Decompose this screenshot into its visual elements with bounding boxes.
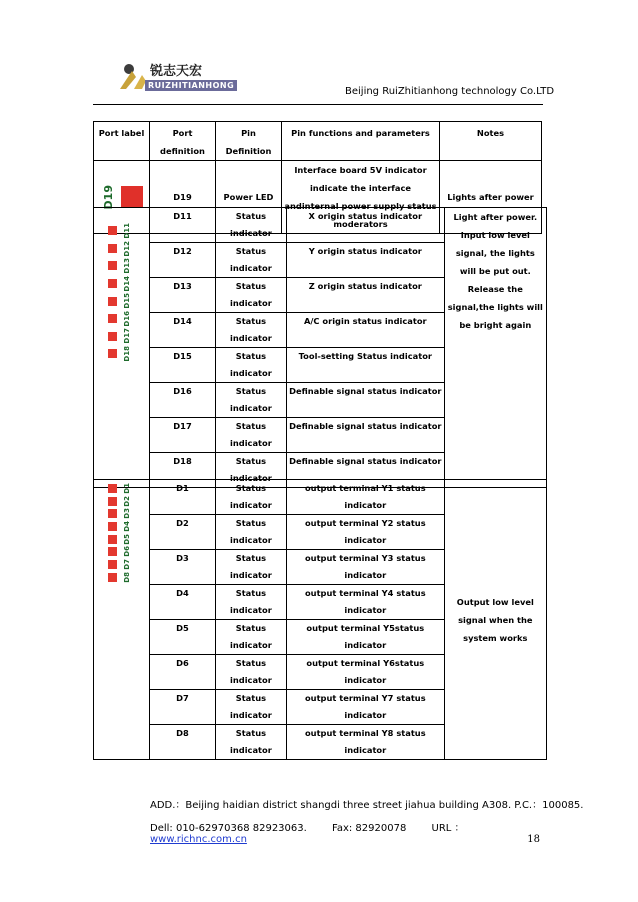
- led-label: D8: [122, 571, 131, 583]
- table-row: [94, 480, 547, 515]
- table-header-row: [94, 122, 542, 161]
- table-cell-port: D3: [150, 550, 216, 585]
- led-indicator: [108, 258, 136, 274]
- table-cell-port: D4: [150, 585, 216, 620]
- table-cell-port: D2: [150, 515, 216, 550]
- group2-notes: Output low level signal when the system works: [444, 480, 546, 760]
- led-label: D13: [122, 258, 131, 274]
- table-cell-pin: Status indicator: [216, 725, 287, 760]
- table-cell-pin: Status indicator: [216, 383, 287, 418]
- company-name: Beijing RuiZhitianhong technology Co.LTD: [345, 86, 555, 97]
- led-icon: [108, 509, 117, 518]
- led-icon: [108, 244, 117, 253]
- group2-image-cell: [94, 480, 150, 760]
- led-icon: [108, 226, 117, 235]
- led-icon: [108, 522, 117, 531]
- table-cell-function: output terminal Y1 status indicator: [286, 480, 444, 515]
- table-cell-port: D7: [150, 690, 216, 725]
- led-label: D17: [122, 328, 131, 344]
- table-cell-function: output terminal Y6status indicator: [286, 655, 444, 690]
- led-indicator: [108, 496, 136, 507]
- d19-image-label: D19: [102, 184, 115, 210]
- table-cell-function: output terminal Y3 status indicator: [286, 550, 444, 585]
- table-cell-function: Definable signal status indicator: [286, 383, 444, 418]
- table-cell-function: Tool-setting Status indicator: [286, 348, 444, 383]
- led-icon: [121, 186, 143, 208]
- led-indicator: [108, 521, 136, 532]
- led-indicator: [108, 483, 136, 494]
- logo-chinese-text: 锐志天宏: [150, 64, 203, 79]
- table-cell-function: output terminal Y8 status indicator: [286, 725, 444, 760]
- table-cell-function: output terminal Y4 status indicator: [286, 585, 444, 620]
- logo-english-text: RUIZHITIANHONG: [145, 80, 237, 91]
- led-label: D2: [122, 495, 131, 507]
- led-indicator: [108, 559, 136, 570]
- table-cell-pin: Status indicator: [216, 515, 287, 550]
- table-cell: Interface board 5V indicator indicate the interface andinternal power supply status moderators: [282, 161, 440, 234]
- footer-contact: [150, 819, 540, 845]
- table-cell: Lights after power: [440, 161, 542, 234]
- table-cell-port: D5: [150, 620, 216, 655]
- table-cell-pin: Status indicator: [216, 278, 287, 313]
- footer-url-link[interactable]: www.richnc.com.cn: [150, 834, 247, 845]
- header-pin-definition: Pin Definition: [216, 122, 282, 161]
- led-indicator: [108, 534, 136, 545]
- table-cell-pin: Status indicator: [216, 313, 287, 348]
- led-label: D3: [122, 508, 131, 520]
- led-indicator: [108, 293, 136, 309]
- led-label: D11: [122, 223, 131, 239]
- led-icon: [108, 535, 117, 544]
- led-indicator: [108, 276, 136, 292]
- led-indicator: [108, 572, 136, 583]
- table-cell-port: D8: [150, 725, 216, 760]
- table-cell-pin: Status indicator: [216, 550, 287, 585]
- table-cell-pin: Status indicator: [216, 453, 287, 488]
- table-cell-port: D13: [150, 278, 216, 313]
- group2-led-image: [96, 480, 147, 584]
- header-notes: Notes: [440, 122, 542, 161]
- page-number: 18: [527, 834, 540, 845]
- table-cell-port: D11: [150, 208, 216, 243]
- table-cell: Power LED: [216, 161, 282, 234]
- table-cell-function: Y origin status indicator: [286, 243, 444, 278]
- table-cell-port: D15: [150, 348, 216, 383]
- led-icon: [108, 332, 117, 341]
- table-cell-pin: Status indicator: [216, 690, 287, 725]
- led-label: D18: [122, 345, 131, 362]
- table-cell-pin: Status indicator: [216, 585, 287, 620]
- led-icon: [108, 349, 117, 358]
- led-icon: [108, 484, 117, 493]
- led-label: D6: [122, 546, 131, 558]
- led-icon: [108, 560, 117, 569]
- table-cell-port: D17: [150, 418, 216, 453]
- led-label: D12: [122, 240, 131, 257]
- table-cell-port: D6: [150, 655, 216, 690]
- group2-table: [93, 479, 547, 760]
- group1-table: [93, 207, 547, 488]
- table-cell-pin: Status indicator: [216, 655, 287, 690]
- led-label: D15: [122, 293, 131, 309]
- table-cell-pin: Status indicator: [216, 480, 287, 515]
- led-icon: [108, 497, 117, 506]
- table-cell-port: D18: [150, 453, 216, 488]
- footer-fax: Fax: 82920078: [332, 823, 407, 834]
- footer-url-label: URL ：: [431, 823, 465, 834]
- table-cell-pin: Status indicator: [216, 620, 287, 655]
- footer-address: ADD.：Beijing haidian district shangdi three street jiahua building A308. P.C.：100085.: [150, 800, 584, 811]
- led-icon: [108, 314, 117, 323]
- table-cell-port: D1: [150, 480, 216, 515]
- footer-tel: Dell: 010-62970368 82923063.: [150, 823, 307, 834]
- led-indicator: [108, 546, 136, 557]
- led-label: D16: [122, 310, 131, 327]
- table-cell-pin: Status indicator: [216, 208, 287, 243]
- table-row: [94, 208, 547, 243]
- table-cell-port: D14: [150, 313, 216, 348]
- group1-image-cell: [94, 208, 150, 488]
- table-cell-function: A/C origin status indicator: [286, 313, 444, 348]
- led-indicator: [108, 346, 136, 362]
- table-cell-function: Definable signal status indicator: [286, 418, 444, 453]
- table-cell-port: D16: [150, 383, 216, 418]
- led-icon: [108, 573, 117, 582]
- header-port-label: Port label: [94, 122, 150, 161]
- led-label: D14: [122, 275, 131, 292]
- table-cell-function: output terminal Y7 status indicator: [286, 690, 444, 725]
- led-icon: [108, 261, 117, 270]
- led-indicator: [108, 223, 136, 239]
- led-label: D4: [122, 521, 131, 532]
- led-indicator: [108, 328, 136, 344]
- led-indicator: [108, 508, 136, 519]
- table-cell-function: X origin status indicator: [286, 208, 444, 243]
- header-divider: [93, 104, 543, 105]
- table-cell-function: output terminal Y5status indicator: [286, 620, 444, 655]
- table-cell-function: Z origin status indicator: [286, 278, 444, 313]
- led-label: D1: [122, 483, 131, 494]
- table-cell-pin: Status indicator: [216, 243, 287, 278]
- table-cell: D19: [150, 161, 216, 234]
- table-cell-pin: Status indicator: [216, 348, 287, 383]
- header-pin-functions: Pin functions and parameters: [282, 122, 440, 161]
- table-cell-port: D12: [150, 243, 216, 278]
- header-port-definition: Port definition: [150, 122, 216, 161]
- led-label: D5: [122, 533, 131, 545]
- led-icon: [108, 279, 117, 288]
- led-label: D7: [122, 559, 131, 570]
- led-icon: [108, 547, 117, 556]
- group1-notes: Light after power. Input low level signal, the lights will be put out. Release the signal,the lights will be bright again: [444, 208, 546, 488]
- table-cell-pin: Status indicator: [216, 418, 287, 453]
- table-cell-function: output terminal Y2 status indicator: [286, 515, 444, 550]
- d19-led-image: [96, 185, 147, 209]
- led-indicator: [108, 241, 136, 257]
- table-cell-function: Definable signal status indicator: [286, 453, 444, 488]
- led-indicator: [108, 311, 136, 327]
- led-icon: [108, 297, 117, 306]
- group1-led-image: [96, 208, 147, 363]
